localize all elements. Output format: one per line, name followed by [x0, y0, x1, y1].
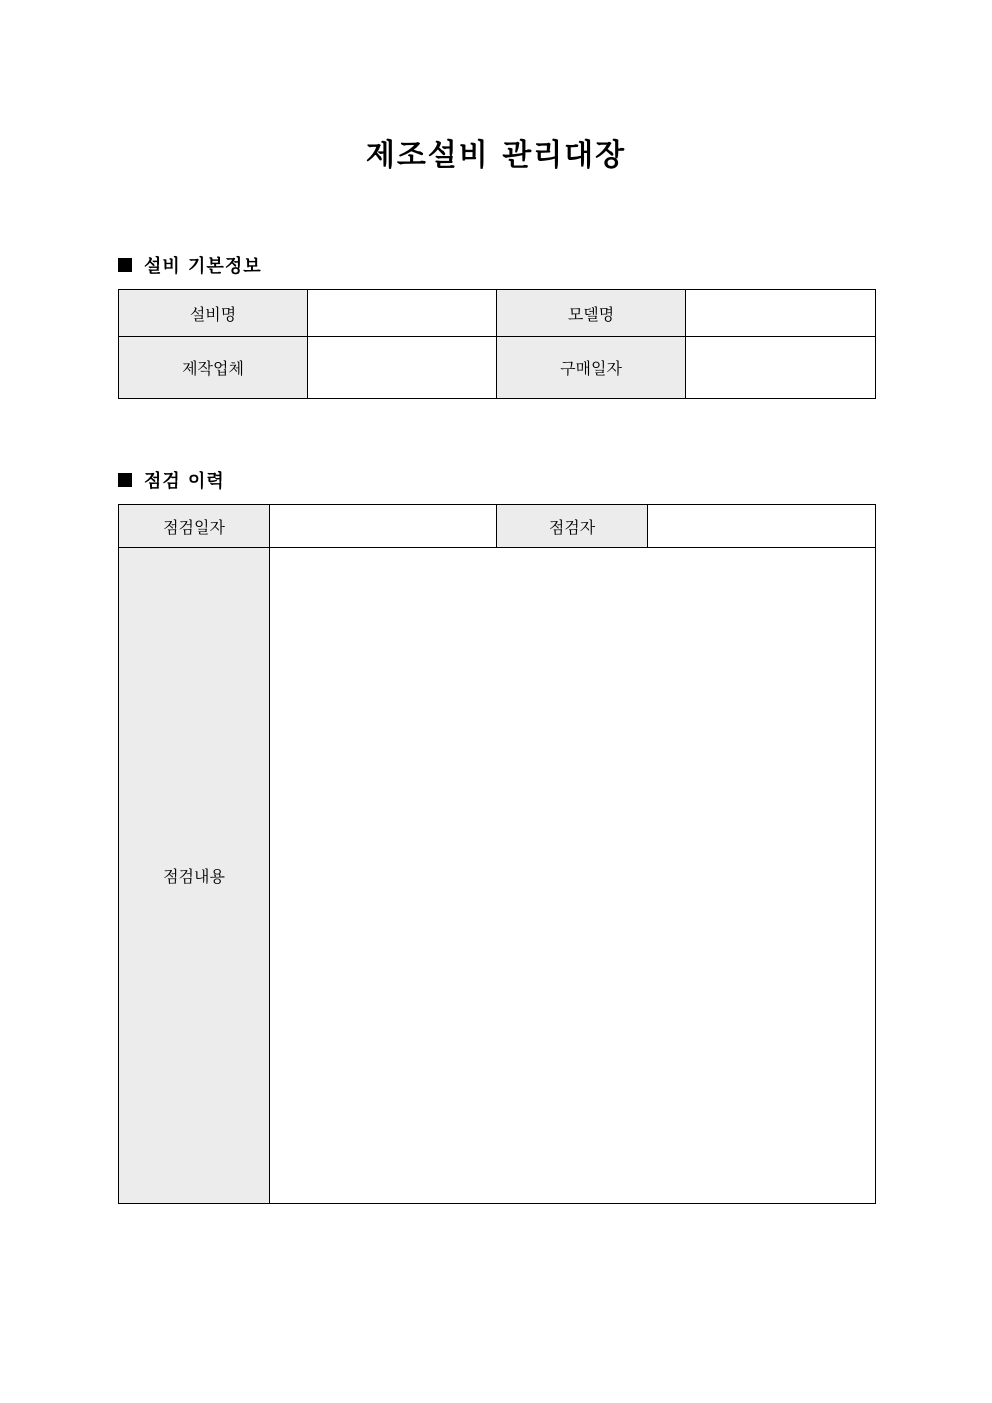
basic-info-heading-text: 설비 기본정보 [144, 256, 262, 277]
inspection-heading-text: 점검 이력 [144, 471, 225, 492]
inspection-table [118, 504, 876, 1204]
equipment-name-label: 설비명 [119, 290, 308, 337]
inspection-date-field[interactable] [270, 505, 497, 548]
equipment-name-field[interactable] [308, 290, 497, 337]
basic-info-table [118, 289, 876, 399]
basic-info-heading [118, 251, 262, 279]
square-bullet-icon [118, 258, 132, 272]
purchase-date-label: 구매일자 [497, 337, 686, 399]
basic-info-row-2 [119, 337, 876, 399]
inspection-content-field[interactable] [270, 548, 876, 1204]
model-name-field[interactable] [686, 290, 876, 337]
document-title: 제조설비 관리대장 [365, 138, 627, 173]
inspection-row-1 [119, 505, 876, 548]
manufacturer-label: 제작업체 [119, 337, 308, 399]
purchase-date-field[interactable] [686, 337, 876, 399]
inspection-content-label: 점검내용 [119, 548, 270, 1204]
basic-info-row-1 [119, 290, 876, 337]
inspector-field[interactable] [648, 505, 876, 548]
manufacturer-field[interactable] [308, 337, 497, 399]
inspection-heading [118, 466, 225, 494]
inspection-date-label: 점검일자 [119, 505, 270, 548]
inspection-row-2 [119, 548, 876, 1204]
square-bullet-icon [118, 473, 132, 487]
model-name-label: 모델명 [497, 290, 686, 337]
inspector-label: 점검자 [497, 505, 648, 548]
